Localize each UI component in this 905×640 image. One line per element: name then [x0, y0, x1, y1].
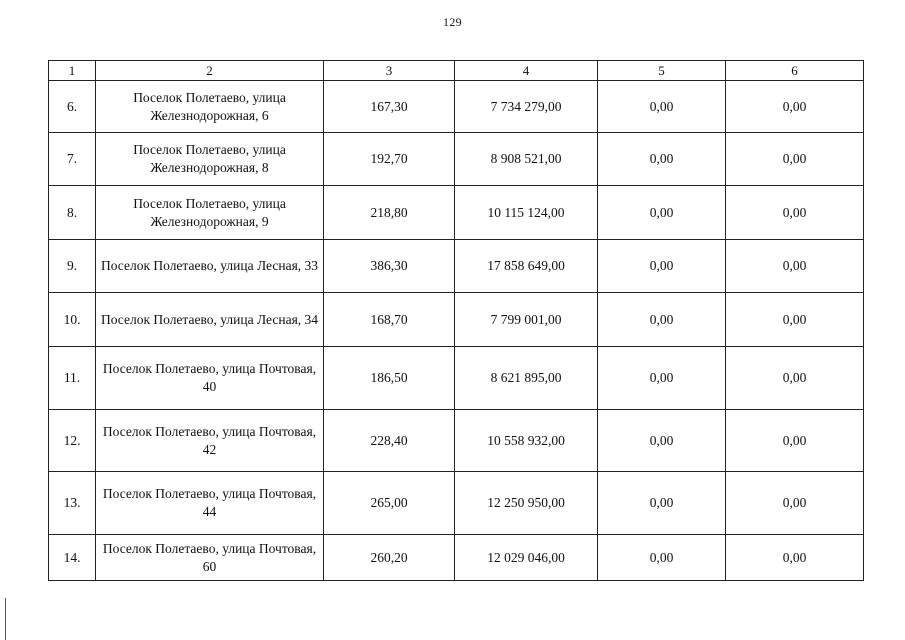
table-row: [49, 186, 864, 240]
row-number: 12.: [49, 410, 96, 472]
column-header: 6: [726, 61, 864, 81]
amount-cell: 17 858 649,00: [455, 240, 598, 293]
col5-cell: 0,00: [598, 347, 726, 410]
column-header: 1: [49, 61, 96, 81]
col5-cell: 0,00: [598, 186, 726, 240]
table-header-row: [49, 61, 864, 81]
amount-cell: 7 799 001,00: [455, 293, 598, 347]
address-cell: Поселок Полетаево, улица Лесная, 34: [96, 293, 324, 347]
area-cell: 260,20: [324, 535, 455, 581]
row-number: 10.: [49, 293, 96, 347]
address-cell: Поселок Полетаево, улица Почтовая, 42: [96, 410, 324, 472]
row-number: 8.: [49, 186, 96, 240]
area-cell: 386,30: [324, 240, 455, 293]
area-cell: 265,00: [324, 472, 455, 535]
col5-cell: 0,00: [598, 240, 726, 293]
address-cell: Поселок Полетаево, улица Железнодорожная, 6: [96, 81, 324, 133]
col6-cell: 0,00: [726, 81, 864, 133]
page-number: 129: [443, 15, 462, 29]
address-cell: Поселок Полетаево, улица Почтовая, 60: [96, 535, 324, 581]
col5-cell: 0,00: [598, 410, 726, 472]
col6-cell: 0,00: [726, 240, 864, 293]
amount-cell: 12 029 046,00: [455, 535, 598, 581]
area-cell: 167,30: [324, 81, 455, 133]
table-row: [49, 410, 864, 472]
address-cell: Поселок Полетаево, улица Железнодорожная, 9: [96, 186, 324, 240]
table-row: [49, 535, 864, 581]
col5-cell: 0,00: [598, 81, 726, 133]
address-cell: Поселок Полетаево, улица Железнодорожная, 8: [96, 133, 324, 186]
col5-cell: 0,00: [598, 472, 726, 535]
row-number: 14.: [49, 535, 96, 581]
col6-cell: 0,00: [726, 186, 864, 240]
table-row: [49, 240, 864, 293]
row-number: 6.: [49, 81, 96, 133]
col6-cell: 0,00: [726, 133, 864, 186]
col5-cell: 0,00: [598, 293, 726, 347]
table-row: [49, 472, 864, 535]
row-number: 9.: [49, 240, 96, 293]
amount-cell: 10 115 124,00: [455, 186, 598, 240]
amount-cell: 7 734 279,00: [455, 81, 598, 133]
column-header: 2: [96, 61, 324, 81]
area-cell: 168,70: [324, 293, 455, 347]
column-header: 3: [324, 61, 455, 81]
col6-cell: 0,00: [726, 347, 864, 410]
margin-line: [5, 598, 6, 640]
area-cell: 192,70: [324, 133, 455, 186]
col5-cell: 0,00: [598, 535, 726, 581]
col6-cell: 0,00: [726, 293, 864, 347]
address-cell: Поселок Полетаево, улица Лесная, 33: [96, 240, 324, 293]
amount-cell: 10 558 932,00: [455, 410, 598, 472]
amount-cell: 12 250 950,00: [455, 472, 598, 535]
amount-cell: 8 908 521,00: [455, 133, 598, 186]
amount-cell: 8 621 895,00: [455, 347, 598, 410]
area-cell: 186,50: [324, 347, 455, 410]
row-number: 7.: [49, 133, 96, 186]
row-number: 13.: [49, 472, 96, 535]
row-number: 11.: [49, 347, 96, 410]
col6-cell: 0,00: [726, 535, 864, 581]
address-cell: Поселок Полетаево, улица Почтовая, 40: [96, 347, 324, 410]
table-row: [49, 133, 864, 186]
column-header: 5: [598, 61, 726, 81]
address-cell: Поселок Полетаево, улица Почтовая, 44: [96, 472, 324, 535]
table-row: [49, 347, 864, 410]
data-table: [48, 60, 864, 581]
area-cell: 228,40: [324, 410, 455, 472]
area-cell: 218,80: [324, 186, 455, 240]
col5-cell: 0,00: [598, 133, 726, 186]
column-header: 4: [455, 61, 598, 81]
col6-cell: 0,00: [726, 472, 864, 535]
table-row: [49, 293, 864, 347]
col6-cell: 0,00: [726, 410, 864, 472]
table-row: [49, 81, 864, 133]
